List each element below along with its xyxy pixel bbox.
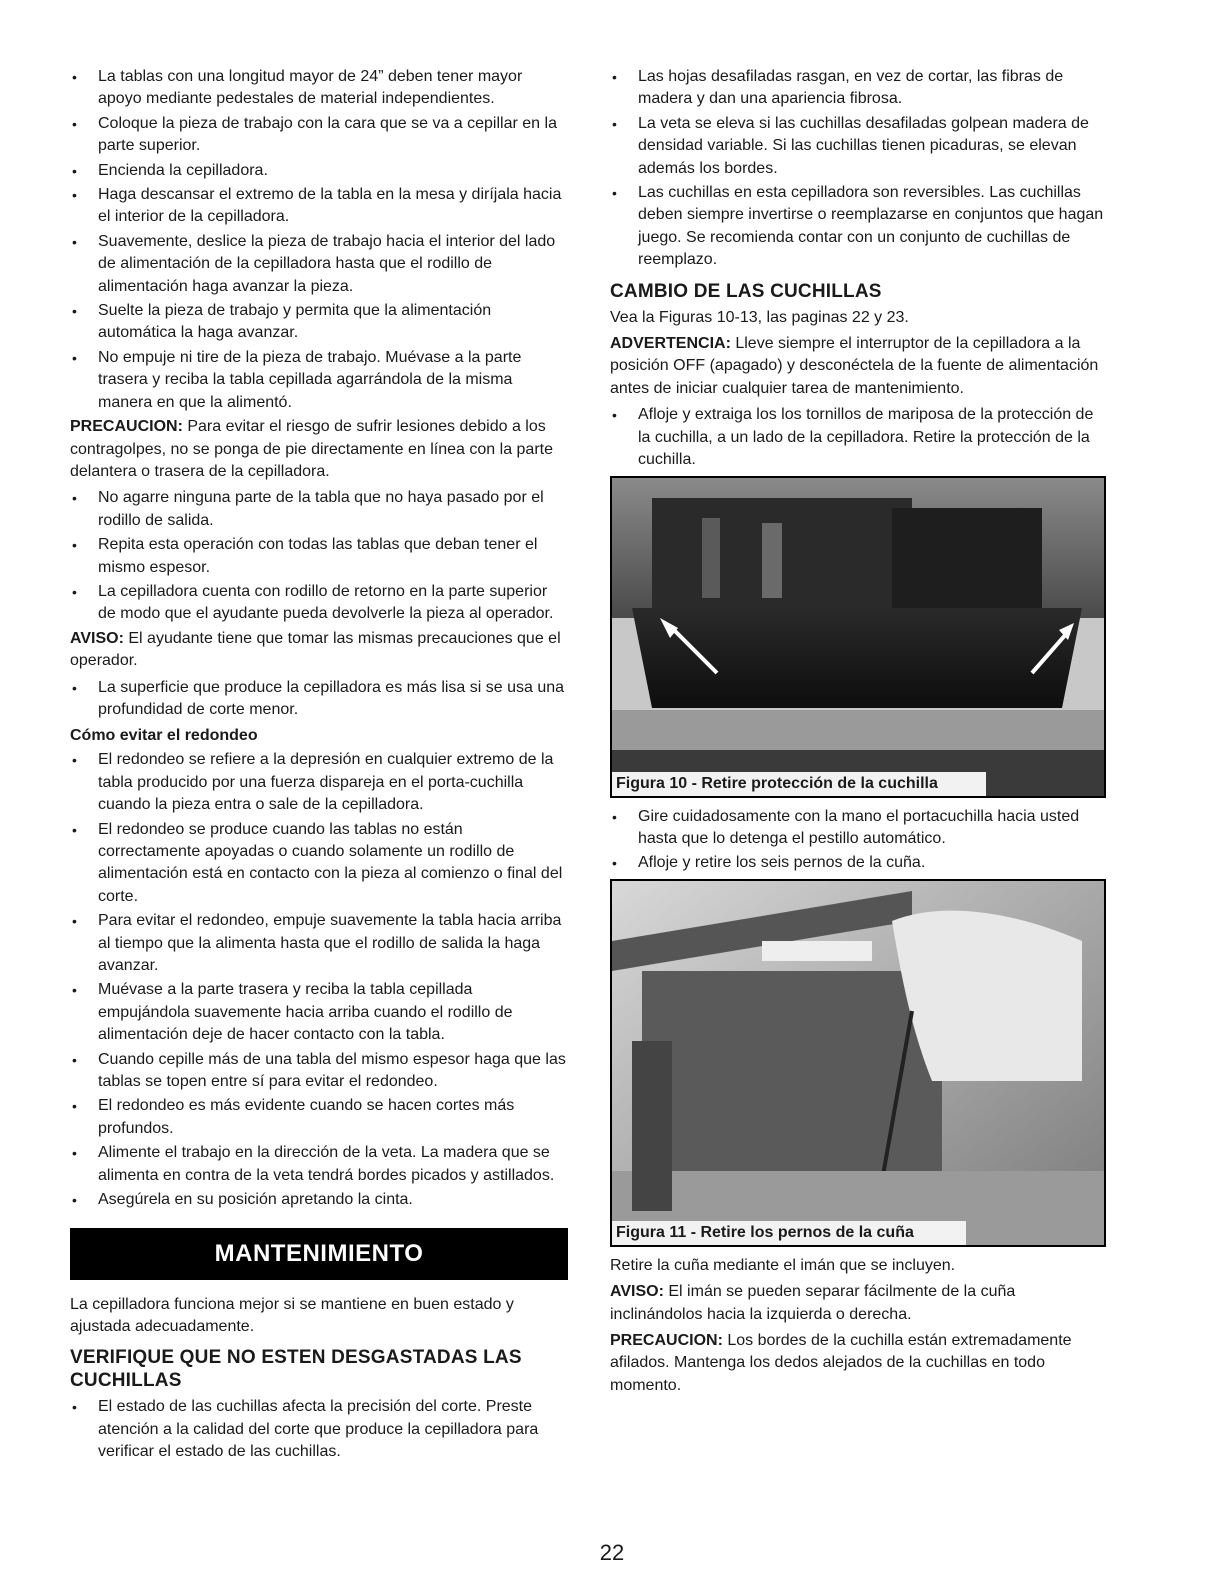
page-number: 22 xyxy=(599,1540,625,1565)
list-item: • Las hojas desafiladas rasgan, en vez de cortar, las fibras de madera y dan una apariencia fibrosa. xyxy=(610,66,1106,111)
precaucion-paragraph xyxy=(610,1330,1106,1397)
list-item: • La tablas con una longitud mayor de 24” deben tener mayor apoyo mediante pedestales de material independientes. xyxy=(70,66,568,111)
list-item: • Para evitar el redondeo, empuje suavemente la tabla hacia arriba al tiempo que la alimenta hasta que el rodillo de salida la haga avanzar. xyxy=(70,910,568,977)
heading-knife-change: CAMBIO DE LAS CUCHILLAS xyxy=(610,280,882,302)
figure-11 xyxy=(610,879,1106,1247)
figure-10-photo xyxy=(612,478,1104,796)
list-item: • El redondeo es más evidente cuando se hacen cortes más profundos. xyxy=(70,1095,568,1140)
bullet-list-safety xyxy=(70,487,568,625)
figure-10 xyxy=(610,476,1106,798)
precaucion-label: PRECAUCION: xyxy=(70,418,183,436)
list-item: • La veta se eleva si las cuchillas desafiladas golpean madera de densidad variable. Si las cuchillas tienen picaduras, se elevan además los bordes. xyxy=(610,113,1106,180)
list-item: • Afloje y retire los seis pernos de la cuña. xyxy=(610,852,1106,874)
list-item: • Suelte la pieza de trabajo y permita que la alimentación automática la haga avanzar. xyxy=(70,300,568,345)
bullet-list-surface xyxy=(70,677,568,722)
aviso-label: AVISO: xyxy=(70,629,124,647)
aviso-text: El ayudante tiene que tomar las mismas precauciones que el operador. xyxy=(70,629,561,670)
bullet-list-snipe xyxy=(70,749,568,1211)
advertencia-paragraph xyxy=(610,333,1106,400)
aviso-paragraph xyxy=(70,628,568,673)
right-column xyxy=(610,66,1106,1401)
list-item: • Cuando cepille más de una tabla del mismo espesor haga que las tablas se topen entre sí para evitar el redondeo. xyxy=(70,1049,568,1094)
bullet-list-remove-guard xyxy=(610,404,1106,471)
section-banner-maintenance: MANTENIMIENTO xyxy=(70,1228,568,1280)
advertencia-label: ADVERTENCIA: xyxy=(610,335,731,353)
precaucion-text: Para evitar el riesgo de sufrir lesiones debido a los contragolpes, no se ponga de pie directamente en línea con la parte delantera o trasera de la cepilladora. xyxy=(70,418,553,480)
heading-verify-knives: VERIFIQUE QUE NO ESTEN DESGASTADAS LAS CUCHILLAS xyxy=(70,1347,522,1392)
list-item: • Repita esta operación con todas las tablas que deban tener el mismo espesor. xyxy=(70,534,568,579)
list-item: • Muévase a la parte trasera y reciba la tabla cepillada empujándola suavemente hacia arriba cuando el rodillo de alimentación deje de hacer contacto con la tabla. xyxy=(70,979,568,1046)
maintenance-intro: La cepilladora funciona mejor si se mantiene en buen estado y ajustada adecuadamente. xyxy=(70,1295,514,1335)
list-item: • No agarre ninguna parte de la tabla que no haya pasado por el rodillo de salida. xyxy=(70,487,568,532)
subheading-snipe: Cómo evitar el redondeo xyxy=(70,727,258,745)
list-item: • Las cuchillas en esta cepilladora son reversibles. Las cuchillas deben siempre invertirse o reemplazarse en conjuntos que hagan juego. Se recomienda contar con un conjunto de cuchillas de reemplazo. xyxy=(610,182,1106,272)
list-item: • Encienda la cepilladora. xyxy=(70,160,568,182)
figure-11-photo xyxy=(612,881,1104,1245)
list-item: • Asegúrela en su posición apretando la cinta. xyxy=(70,1189,568,1211)
list-item: • No empuje ni tire de la pieza de trabajo. Muévase a la parte trasera y reciba la tabla cepillada agarrándola de la misma manera en que la alimentó. xyxy=(70,347,568,414)
aviso-label: AVISO: xyxy=(610,1283,664,1301)
retire-paragraph: Retire la cuña mediante el imán que se incluyen. xyxy=(610,1256,956,1274)
figure-11-caption: Figura 11 - Retire los pernos de la cuña xyxy=(612,1221,966,1245)
list-item: • La cepilladora cuenta con rodillo de retorno en la parte superior de modo que el ayudante pueda devolverle la pieza al operador. xyxy=(70,581,568,626)
bullet-list-wedge xyxy=(610,806,1106,875)
left-column xyxy=(70,66,568,1466)
list-item: • Afloje y extraiga los los tornillos de mariposa de la protección de la cuchilla, a un lado de la cepilladora. Retire la protección de la cuchilla. xyxy=(610,404,1106,471)
list-item: • Haga descansar el extremo de la tabla en la mesa y diríjala hacia el interior de la cepilladora. xyxy=(70,184,568,229)
list-item: • Suavemente, deslice la pieza de trabajo hacia el interior del lado de alimentación de la cepilladora hasta que el rodillo de alimentación haga avanzar la pieza. xyxy=(70,231,568,298)
list-item: • Alimente el trabajo en la dirección de la veta. La madera que se alimenta en contra de la veta tendrá bordes picados y astillados. xyxy=(70,1142,568,1187)
precaucion-label: PRECAUCION: xyxy=(610,1331,723,1349)
precaucion-text: Los bordes de la cuchilla están extremadamente afilados. Mantenga los dedos alejados de la cuchillas en todo momento. xyxy=(610,1331,1072,1394)
aviso-text: El imán se pueden separar fácilmente de la cuña inclinándolos hacia la izquierda o derecha. xyxy=(610,1283,1016,1323)
bullet-list-planing-steps xyxy=(70,66,568,414)
figure-10-caption: Figura 10 - Retire protección de la cuchilla xyxy=(612,772,986,796)
bullet-list-dull-knives xyxy=(610,66,1106,272)
bullet-list-knife-condition xyxy=(70,1396,568,1463)
list-item: • El redondeo se produce cuando las tablas no están correctamente apoyadas o cuando solamente un rodillo de alimentación está en contacto con la pieza al comienzo o final del corte. xyxy=(70,819,568,909)
list-item: • El estado de las cuchillas afecta la precisión del corte. Preste atención a la calidad del corte que produce la cepilladora para verificar el estado de las cuchillas. xyxy=(70,1396,568,1463)
precaucion-paragraph xyxy=(70,416,568,483)
list-item: • El redondeo se refiere a la depresión en cualquier extremo de la tabla producido por una fuerza dispareja en el porta-cuchilla cuando la pieza entra o sale de la cepilladora. xyxy=(70,749,568,816)
list-item: • Coloque la pieza de trabajo con la cara que se va a cepillar en la parte superior. xyxy=(70,113,568,158)
figure-reference: Vea la Figuras 10-13, las paginas 22 y 23. xyxy=(610,308,909,326)
list-item: • La superficie que produce la cepilladora es más lisa si se usa una profundidad de corte menor. xyxy=(70,677,568,722)
list-item: • Gire cuidadosamente con la mano el portacuchilla hacia usted hasta que lo detenga el pestillo automático. xyxy=(610,806,1106,851)
aviso-paragraph xyxy=(610,1281,1106,1326)
advertencia-text: Lleve siempre el interruptor de la cepilladora a la posición OFF (apagado) y desconéctela de la fuente de alimentación antes de iniciar cualquier tarea de mantenimiento. xyxy=(610,335,1099,397)
